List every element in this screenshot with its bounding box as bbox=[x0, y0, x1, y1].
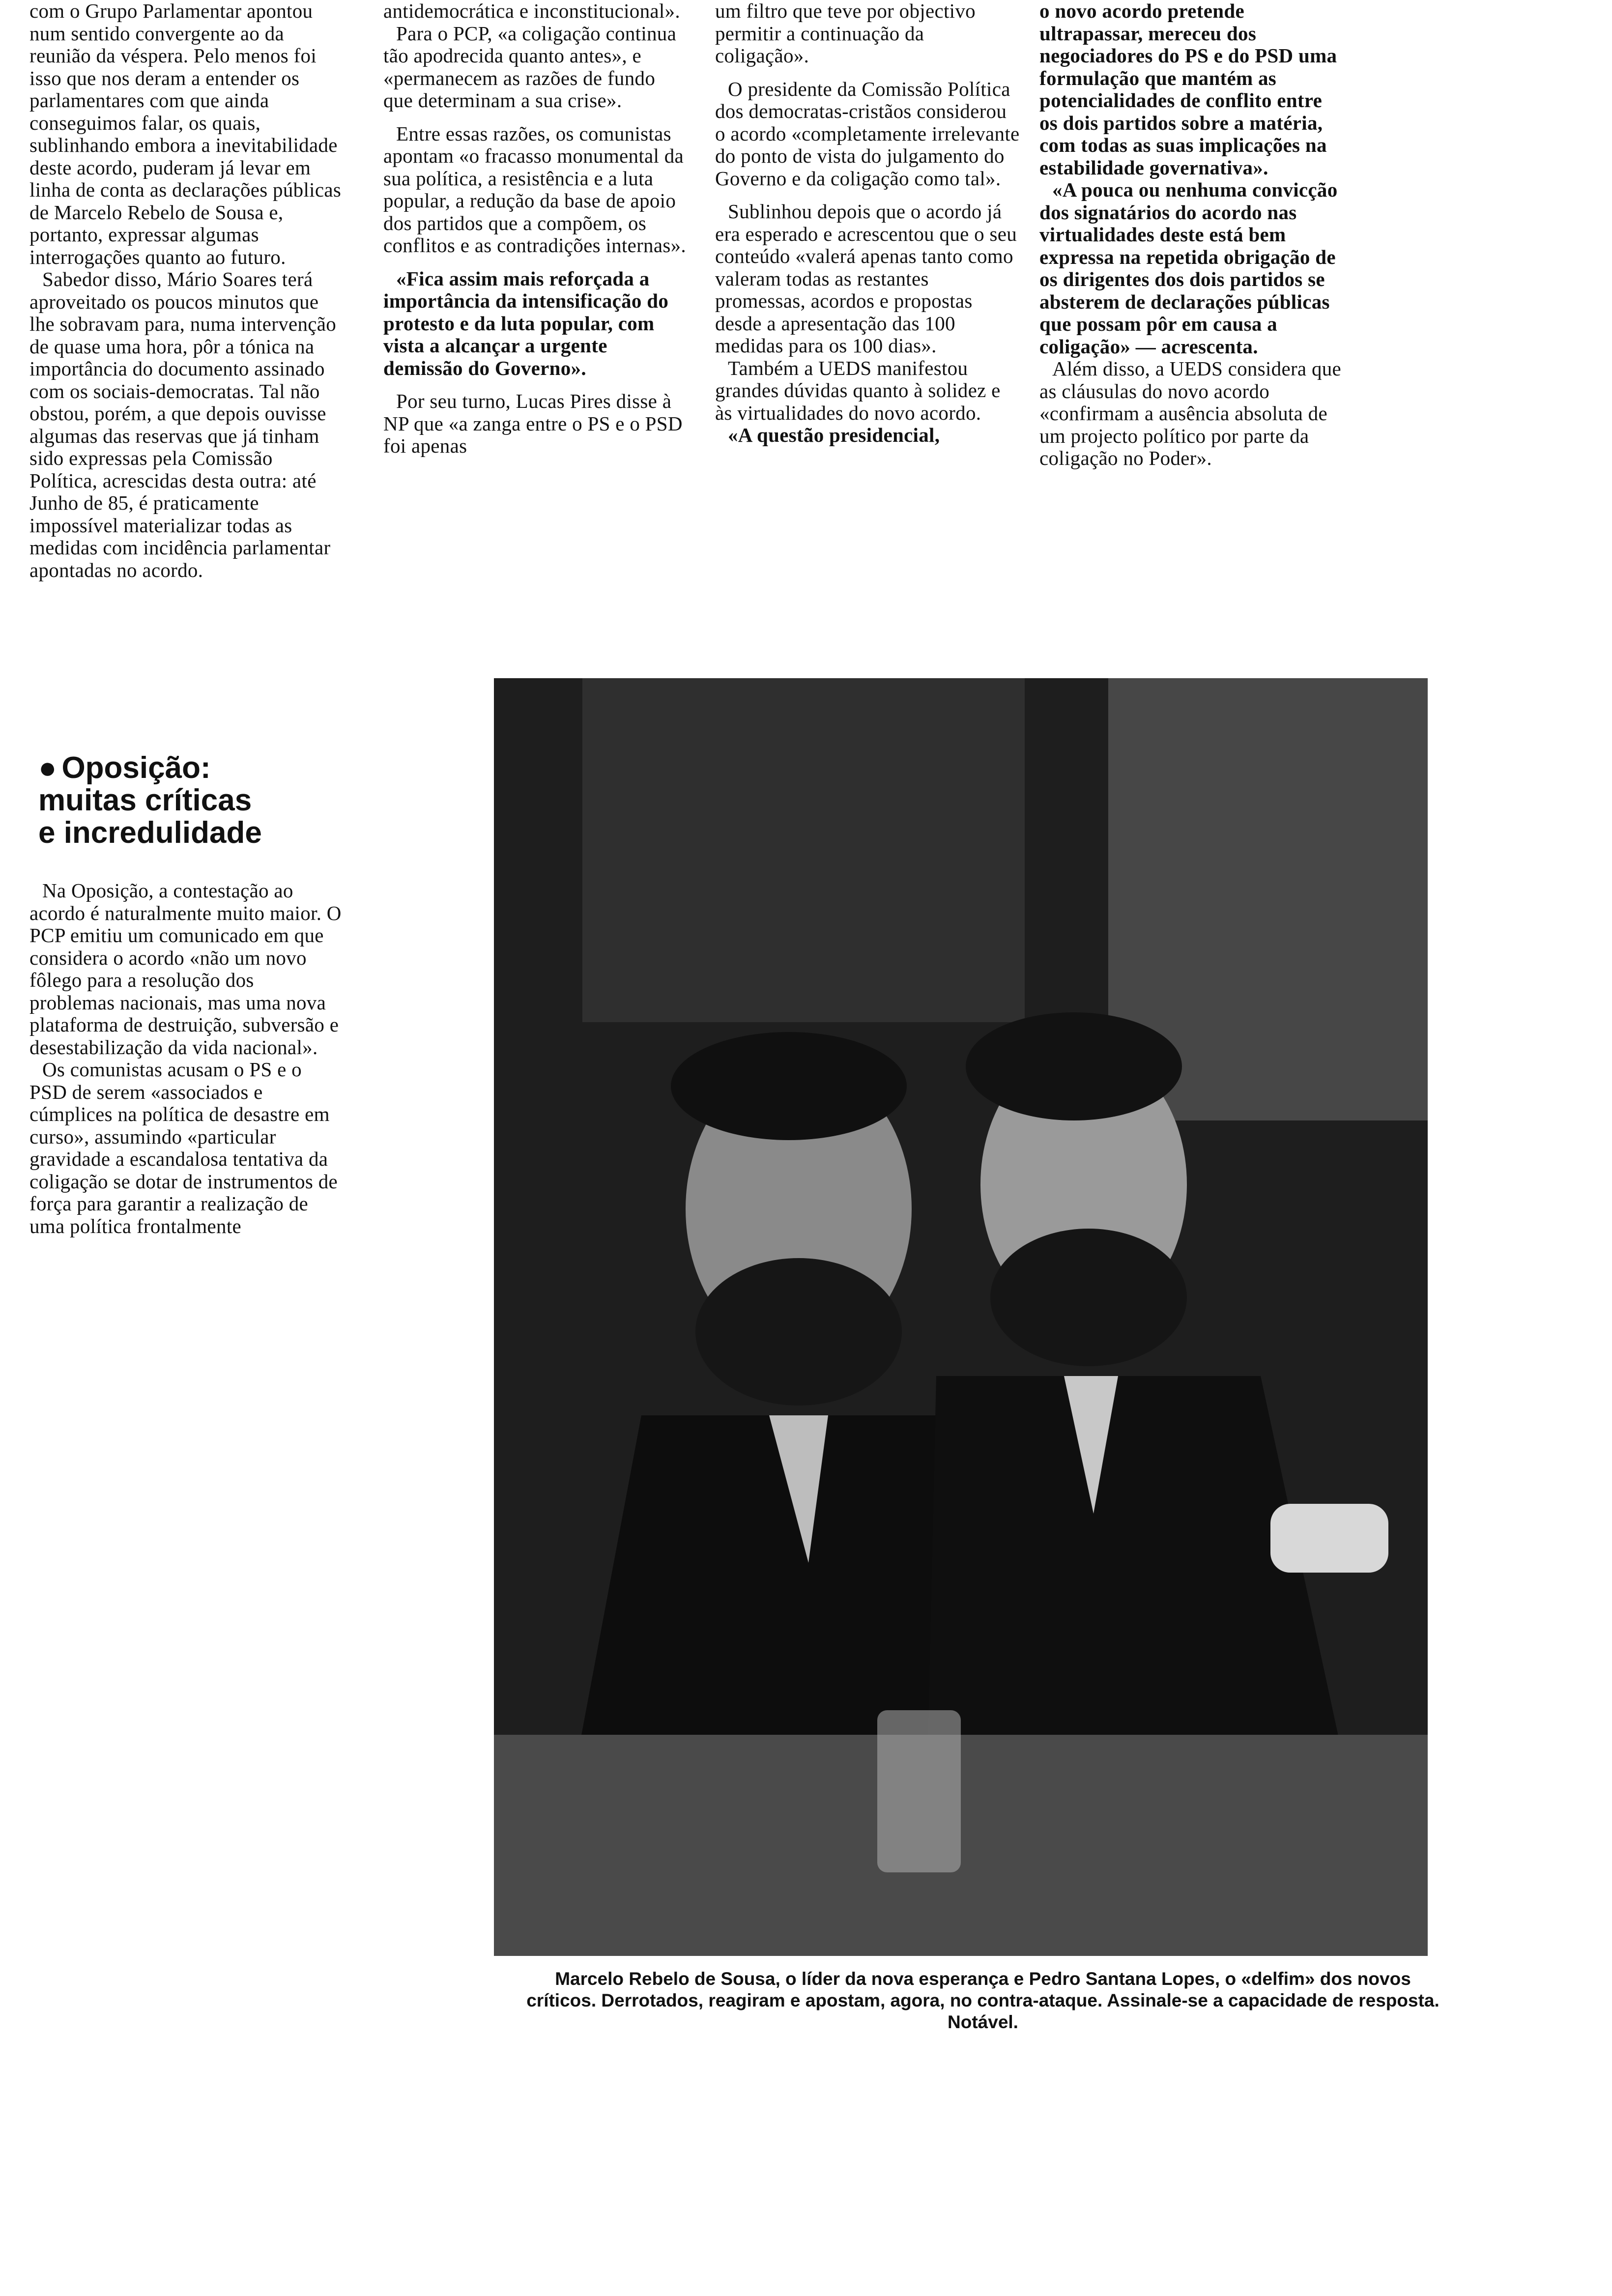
bullet-icon: ● bbox=[38, 751, 57, 785]
article-column-2 bbox=[383, 0, 688, 458]
paragraph: Entre essas razões, os comunistas apontam «o fracasso monumental da sua política, a resistência e a luta popular, a redução da base de apoio dos partidos que a compõem, os conflitos e as contradições internas». bbox=[383, 122, 686, 257]
photo-illustration bbox=[494, 678, 1428, 1956]
paragraph: «A questão presidencial, bbox=[728, 424, 940, 446]
heading-line: Oposição: bbox=[61, 751, 211, 785]
paragraph: O presidente da Comissão Política dos democratas-cristãos considerou o acordo «completamente irrelevante do ponto de vista do julgamento do Governo e da coligação como tal». bbox=[715, 77, 1020, 190]
section-heading bbox=[38, 752, 353, 849]
article-column-3 bbox=[715, 0, 1020, 447]
paragraph: antidemocrática e inconstitucional». bbox=[383, 0, 680, 22]
heading-line: muitas críticas bbox=[38, 783, 252, 817]
paragraph: Além disso, a UEDS considera que as cláusulas do novo acordo «confirmam a ausência absoluta de um projecto político por parte da coligação no Poder». bbox=[1039, 357, 1342, 469]
article-column-4 bbox=[1039, 0, 1344, 470]
article-column-1 bbox=[29, 0, 344, 581]
photo-caption: Marcelo Rebelo de Sousa, o líder da nova esperança e Pedro Santana Lopes, o «delfim» dos novos críticos. Derrotados, reagiram e apostam, agora, no contra-ataque. Assinale-se a capacidade de resposta. Notável. bbox=[526, 1969, 1439, 2032]
news-photo bbox=[494, 678, 1428, 1956]
paragraph: Também a UEDS manifestou grandes dúvidas quanto à solidez e às virtualidades do novo acordo. bbox=[715, 356, 1001, 424]
paragraph: Os comunistas acusam o PS e o PSD de serem «associados e cúmplices na política de desastre em curso», assumindo «particular gravidade a escandalosa tentativa da coligação se dotar de instrumentos de força para garantir a realização de uma política frontalmente bbox=[29, 1058, 338, 1237]
heading-line: e incredulidade bbox=[38, 816, 262, 850]
paragraph: Sublinhou depois que o acordo já era esperado e acrescentou que o seu conteúdo «valerá apenas tanto como valeram todas as restantes promessas, acordos e propostas desde a apresentação das 100 medidas para os 100 dias». bbox=[715, 200, 1017, 357]
paragraph: «A pouca ou nenhuma convicção dos signatários do acordo nas virtualidades deste está bem expressa na repetida obrigação de os dirigentes dos dois partidos se absterem de declarações públicas que possam pôr em causa a coligação» — acrescenta. bbox=[1039, 178, 1338, 358]
paragraph: um filtro que teve por objectivo permitir a continuação da coligação». bbox=[715, 0, 976, 67]
paragraph: o novo acordo pretende ultrapassar, mereceu dos negociadores do PS e do PSD uma formulação que mantém as potencialidades de conflito entre os dois partidos sobre a matéria, com todas as suas implicações na estabilidade governativa». bbox=[1039, 0, 1337, 179]
paragraph: com o Grupo Parlamentar apontou num sentido convergente ao da reunião da véspera. Pelo menos foi isso que nos deram a entender os parlamentares com que ainda conseguimos falar, os quais, sublinhando embora a inevitabilidade deste acordo, puderam já levar em linha de conta as declarações públicas de Marcelo Rebelo de Sousa e, portanto, expressar algumas interrogações quanto ao futuro. bbox=[29, 0, 342, 268]
paragraph: Na Oposição, a contestação ao acordo é naturalmente muito maior. O PCP emitiu um comunicado em que considera o acordo «não um novo fôlego para a resolução dos problemas nacionais, mas uma nova plataforma de destruição, subversão e desestabilização da vida nacional». bbox=[29, 879, 342, 1059]
paragraph-bold-quote: «Fica assim mais reforçada a importância da intensificação do protesto e da luta popular, com vista a alcançar a urgente demissão do Governo». bbox=[383, 267, 669, 379]
article-column-5 bbox=[29, 880, 344, 1237]
paragraph: Para o PCP, «a coligação continua tão apodrecida quanto antes», e «permanecem as razões de fundo que determinam a sua crise». bbox=[383, 22, 677, 112]
paragraph: Por seu turno, Lucas Pires disse à NP que «a zanga entre o PS e o PSD foi apenas bbox=[383, 390, 683, 457]
paragraph: Sabedor disso, Mário Soares terá aproveitado os poucos minutos que lhe sobravam para, numa intervenção de quase uma hora, pôr a tónica na importância do documento assinado com os sociais-democratas. Tal não obstou, porém, a que depois ouvisse algumas das reservas que já tinham sido expressas pela Comissão Política, acrescidas desta outra: até Junho de 85, é praticamente impossível materializar todas as medidas com incidência parlamentar apontadas no acordo. bbox=[29, 268, 337, 581]
